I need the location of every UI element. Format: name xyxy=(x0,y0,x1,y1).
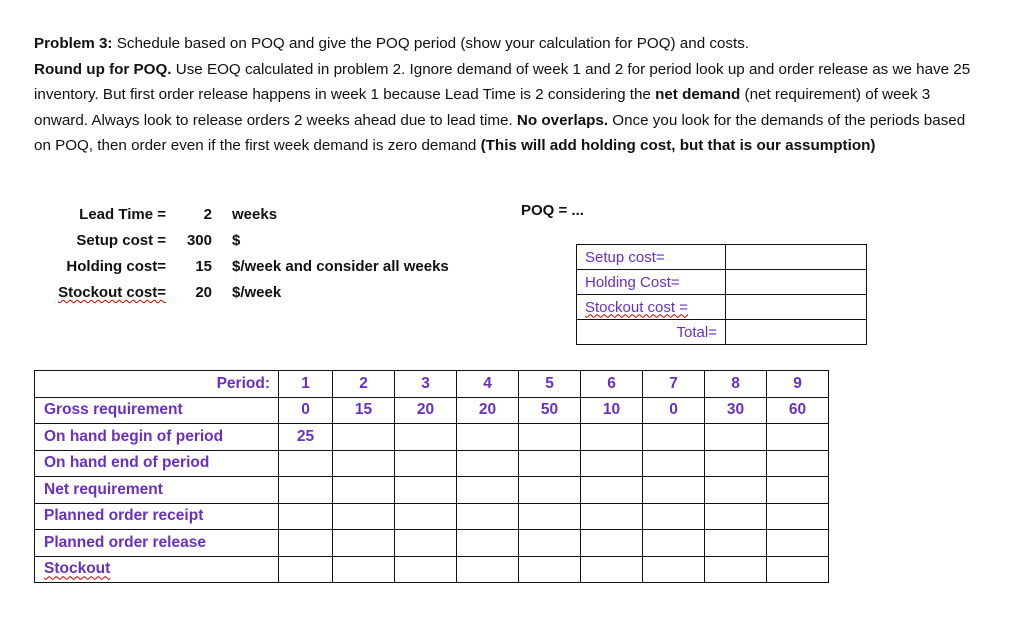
table-cell[interactable] xyxy=(519,424,581,451)
table-cell[interactable]: 0 xyxy=(643,397,705,424)
cost-summary-table xyxy=(576,244,867,345)
poq-label: POQ = ... xyxy=(521,202,584,219)
param-unit: $ xyxy=(232,232,241,249)
table-cell[interactable] xyxy=(767,424,829,451)
table-cell[interactable] xyxy=(519,450,581,477)
param-unit: weeks xyxy=(232,206,278,223)
round-up-note: Round up for POQ. xyxy=(34,60,172,78)
table-cell[interactable] xyxy=(705,450,767,477)
cost-row-stockout xyxy=(577,295,867,320)
row-label: On hand begin of period xyxy=(35,424,279,451)
table-cell[interactable] xyxy=(279,556,333,583)
problem-statement xyxy=(34,31,984,159)
problem-heading: Problem 3: xyxy=(34,35,113,52)
param-label: Stockout cost= xyxy=(58,284,166,301)
row-label: Net requirement xyxy=(35,477,279,504)
param-unit: $/week and consider all weeks xyxy=(232,258,449,275)
problem-text-4: Once you look for the demands of the periods based on POQ, then order even if the first week demand is zero demand xyxy=(34,111,966,155)
cost-row-setup xyxy=(577,245,867,270)
table-cell[interactable] xyxy=(457,424,519,451)
table-cell[interactable] xyxy=(643,477,705,504)
table-cell[interactable] xyxy=(705,556,767,583)
mrp-schedule-table xyxy=(34,370,829,583)
param-value: 20 xyxy=(195,284,212,301)
table-cell[interactable] xyxy=(519,477,581,504)
table-cell[interactable] xyxy=(705,503,767,530)
cost-value-cell[interactable] xyxy=(726,320,867,345)
row-label: Planned order release xyxy=(35,530,279,557)
table-cell[interactable] xyxy=(279,530,333,557)
table-cell[interactable] xyxy=(333,556,395,583)
period-label: Period: xyxy=(35,371,279,398)
table-cell[interactable] xyxy=(333,424,395,451)
row-label: On hand end of period xyxy=(35,450,279,477)
table-cell[interactable] xyxy=(333,530,395,557)
table-cell[interactable]: 0 xyxy=(279,397,333,424)
table-cell[interactable] xyxy=(767,530,829,557)
table-cell[interactable] xyxy=(457,450,519,477)
row-on-hand-begin xyxy=(35,424,829,451)
period-number: 5 xyxy=(519,371,581,398)
table-cell[interactable]: 30 xyxy=(705,397,767,424)
table-cell[interactable] xyxy=(581,477,643,504)
param-value: 300 xyxy=(186,232,212,249)
row-on-hand-end xyxy=(35,450,829,477)
problem-text-1: Schedule based on POQ and give the POQ period (show your calculation for POQ) and costs. xyxy=(112,35,750,52)
param-label: Holding cost= xyxy=(66,258,166,275)
table-cell[interactable]: 20 xyxy=(457,397,519,424)
row-planned-order-receipt xyxy=(35,503,829,530)
table-cell[interactable]: 25 xyxy=(279,424,333,451)
period-number: 2 xyxy=(333,371,395,398)
row-planned-order-release xyxy=(35,530,829,557)
cost-label: Holding Cost= xyxy=(577,270,726,295)
table-cell[interactable]: 20 xyxy=(395,397,457,424)
table-cell[interactable] xyxy=(581,503,643,530)
table-cell[interactable] xyxy=(457,477,519,504)
table-cell[interactable] xyxy=(457,556,519,583)
param-value: 2 xyxy=(203,206,212,223)
cost-value-cell[interactable] xyxy=(726,270,867,295)
no-overlaps-note: No overlaps. xyxy=(516,111,609,129)
net-demand-term: net demand xyxy=(655,86,741,104)
table-cell[interactable]: 10 xyxy=(581,397,643,424)
cost-value-cell[interactable] xyxy=(726,245,867,270)
table-cell[interactable] xyxy=(767,556,829,583)
cost-row-total xyxy=(577,320,867,345)
cost-label: Total= xyxy=(577,320,726,345)
table-cell[interactable] xyxy=(279,503,333,530)
table-cell[interactable]: 50 xyxy=(519,397,581,424)
row-label-text: Stockout xyxy=(44,560,111,578)
period-number: 6 xyxy=(581,371,643,398)
table-cell[interactable] xyxy=(333,477,395,504)
cost-value-cell[interactable] xyxy=(726,295,867,320)
row-label: Gross requirement xyxy=(35,397,279,424)
period-number: 9 xyxy=(767,371,829,398)
period-number: 8 xyxy=(705,371,767,398)
table-cell[interactable] xyxy=(767,477,829,504)
table-cell[interactable] xyxy=(395,424,457,451)
table-cell[interactable] xyxy=(705,530,767,557)
table-cell[interactable] xyxy=(333,450,395,477)
table-cell[interactable] xyxy=(643,450,705,477)
table-cell[interactable] xyxy=(395,503,457,530)
table-cell[interactable] xyxy=(519,556,581,583)
table-cell[interactable] xyxy=(581,530,643,557)
row-label: Planned order receipt xyxy=(35,503,279,530)
row-label xyxy=(35,556,279,583)
table-cell[interactable] xyxy=(279,477,333,504)
row-gross-requirement xyxy=(35,397,829,424)
table-cell[interactable] xyxy=(395,450,457,477)
table-cell[interactable] xyxy=(643,424,705,451)
period-number: 3 xyxy=(395,371,457,398)
row-stockout xyxy=(35,556,829,583)
table-cell[interactable] xyxy=(643,556,705,583)
table-cell[interactable] xyxy=(705,477,767,504)
problem-text-3: (net requirement) of week 3 onward. Always look to release orders 2 weeks ahead due to lead time. xyxy=(34,86,931,129)
period-number: 1 xyxy=(279,371,333,398)
cost-label: Setup cost= xyxy=(577,245,726,270)
period-header-row xyxy=(35,371,829,398)
problem-text-2: Use EOQ calculated in problem 2. Ignore demand of week 1 and 2 for period look up and order release as we have 25 inventory. But first order release happens in week 1 because Lead Time is 2 considering the xyxy=(34,60,971,104)
table-cell[interactable] xyxy=(581,450,643,477)
assumption-note: (This will add holding cost, but that is our assumption) xyxy=(480,137,876,155)
period-number: 4 xyxy=(457,371,519,398)
row-net-requirement xyxy=(35,477,829,504)
param-value: 15 xyxy=(195,258,212,275)
table-cell[interactable] xyxy=(705,424,767,451)
table-cell[interactable] xyxy=(581,556,643,583)
table-cell[interactable] xyxy=(643,530,705,557)
cost-label xyxy=(577,295,726,320)
table-cell[interactable] xyxy=(333,503,395,530)
table-cell[interactable] xyxy=(395,530,457,557)
period-number: 7 xyxy=(643,371,705,398)
param-label: Setup cost = xyxy=(76,232,166,249)
table-cell[interactable] xyxy=(581,424,643,451)
table-cell[interactable] xyxy=(767,503,829,530)
table-cell[interactable] xyxy=(395,477,457,504)
table-cell[interactable] xyxy=(519,530,581,557)
cost-label-text: Stockout cost = xyxy=(585,298,688,316)
table-cell[interactable] xyxy=(519,503,581,530)
table-cell[interactable] xyxy=(395,556,457,583)
table-cell[interactable] xyxy=(767,450,829,477)
table-cell[interactable] xyxy=(279,450,333,477)
table-cell[interactable]: 60 xyxy=(767,397,829,424)
param-label: Lead Time = xyxy=(79,206,166,223)
cost-row-holding xyxy=(577,270,867,295)
table-cell[interactable]: 15 xyxy=(333,397,395,424)
param-unit: $/week xyxy=(232,284,282,301)
table-cell[interactable] xyxy=(457,503,519,530)
table-cell[interactable] xyxy=(457,530,519,557)
table-cell[interactable] xyxy=(643,503,705,530)
